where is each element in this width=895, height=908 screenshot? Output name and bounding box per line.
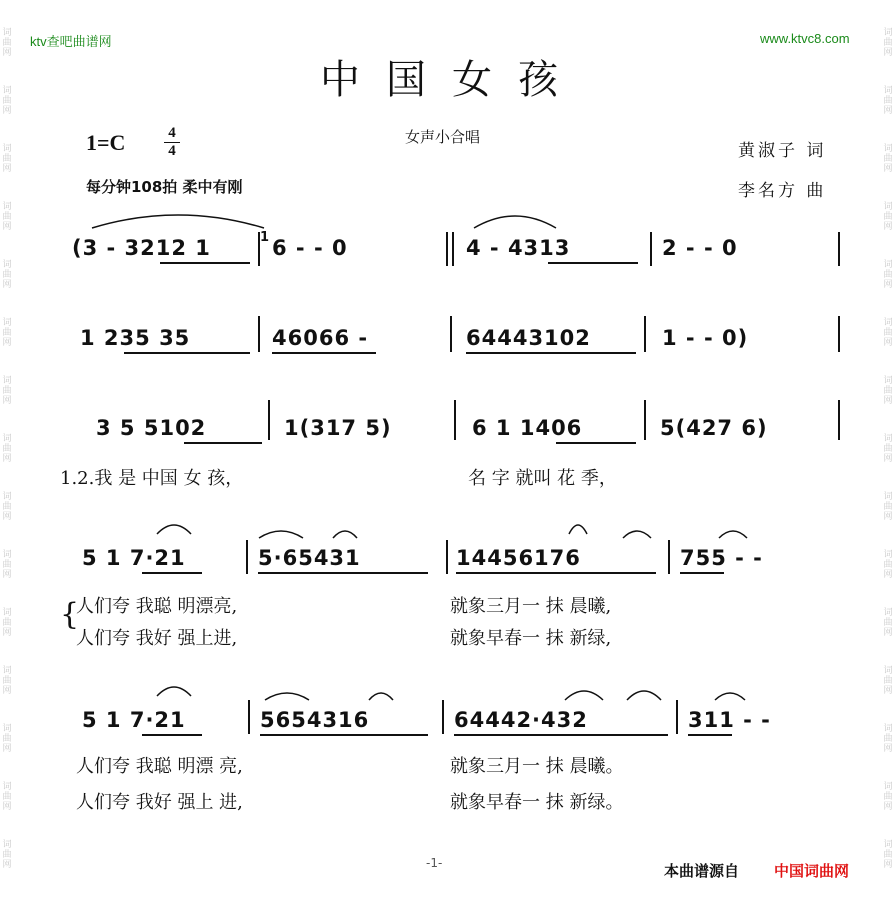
watermark-text: 词曲网 [883,202,893,232]
barline [258,316,260,352]
slur [154,518,194,538]
slur [88,208,268,232]
barline [268,400,270,440]
lyric-line: 就象三月一 抹 晨曦, [450,596,612,617]
lyric-line: 人们夸 我聪 明漂亮, [76,596,238,617]
beam [688,734,732,736]
watermark-text: 词曲网 [883,608,893,638]
watermark-text: 词曲网 [2,724,12,754]
watermark-right [881,0,895,908]
measure: 14456176 [456,546,581,570]
beam [680,572,724,574]
slur [366,686,396,704]
slur [256,524,306,542]
barline [650,232,652,266]
watermark-text: 词曲网 [2,144,12,174]
time-signature [164,126,180,159]
beam [142,572,202,574]
slur [470,208,560,232]
watermark-text: 词曲网 [2,202,12,232]
watermark-text: 词曲网 [2,28,12,58]
beam [184,442,262,444]
watermark-text: 词曲网 [883,492,893,522]
tempo-marking: 每分钟108拍 柔中有刚 [86,178,243,196]
measure: 46066 - [272,326,369,350]
watermark-text: 词曲网 [883,782,893,812]
measure: 5 1 7·21 [82,708,186,732]
watermark-text: 词曲网 [883,86,893,116]
watermark-text: 词曲网 [2,376,12,406]
measure: 1 - - 0) [662,326,749,350]
measure: 5(427 6) [660,416,768,440]
source-label: 本曲谱源自 [664,862,740,880]
measure: 1(317 5) [284,416,392,440]
beam [548,262,638,264]
barline [454,400,456,440]
measure: 6 - - 0 [272,236,348,260]
watermark-text: 词曲网 [883,28,893,58]
barline [838,400,840,440]
measure: 3 5 5102 [96,416,207,440]
barline [838,316,840,352]
watermark-text: 词曲网 [883,724,893,754]
barline [450,316,452,352]
measure: 755 - - [680,546,763,570]
slur [716,524,750,542]
watermark-text: 词曲网 [883,550,893,580]
lyric-line: 就象早春一 抹 新绿, [450,628,612,649]
beam [454,734,668,736]
barline [452,232,454,266]
verse-brace: { [60,597,80,632]
lyric-line: 人们夸 我好 强上 进, [76,792,243,813]
watermark-text: 词曲网 [2,318,12,348]
beam [124,352,250,354]
watermark-text: 词曲网 [883,840,893,870]
beam [260,734,428,736]
slur [620,524,654,542]
measure: 5·65431 [258,546,361,570]
time-bottom: 4 [168,143,176,159]
barline [644,400,646,440]
barline [442,700,444,734]
watermark-text: 词曲网 [2,782,12,812]
lyric-line: 人们夸 我聪 明漂 亮, [76,756,243,777]
measure: (3 - 3212 1 [72,236,211,260]
page-number: -1- [426,856,443,870]
measure: 2 - - 0 [662,236,738,260]
lyricist-credit: 黄淑子 词 [738,141,827,161]
site-link-right[interactable]: www.ktvc8.com [760,31,850,46]
slur [262,686,312,704]
watermark-text: 词曲网 [2,550,12,580]
composer-credit: 李名方 曲 [738,181,827,201]
time-top: 4 [168,125,176,141]
watermark-text: 词曲网 [2,608,12,638]
watermark-text: 词曲网 [2,434,12,464]
ending-mark: 1 [260,230,270,245]
barline [258,232,260,266]
lyric-line: 就象早春一 抹 新绿。 [450,792,624,813]
barline [676,700,678,734]
lyric-line: 人们夸 我好 强上进, [76,628,238,649]
slur [566,518,590,538]
watermark-text: 词曲网 [2,840,12,870]
lyric-line: 1.2.我 是 中国 女 孩， [60,468,244,489]
key-signature: 1=C [86,130,126,155]
measure: 64443102 [466,326,591,350]
watermark-text: 词曲网 [883,260,893,290]
measure: 311 - - [688,708,771,732]
measure: 5 1 7·21 [82,546,186,570]
beam [466,352,636,354]
watermark-text: 词曲网 [883,144,893,174]
slur [330,524,360,542]
measure: 6 1 1406 [472,416,583,440]
slur [562,684,606,704]
beam [160,262,250,264]
watermark-text: 词曲网 [883,376,893,406]
beam [142,734,202,736]
lyric-line: 名 字 就叫 花 季， [468,468,617,489]
barline [644,316,646,352]
watermark-left [0,0,14,908]
source-link[interactable]: 中国词曲网 [774,862,850,880]
barline [446,232,448,266]
watermark-text: 词曲网 [883,434,893,464]
measure: 1 235 35 [80,326,191,350]
song-title: 中国女孩 [320,57,584,103]
measure: 4 - 4313 [466,236,571,260]
measure: 64442·432 [454,708,588,732]
watermark-text: 词曲网 [2,492,12,522]
beam [258,572,428,574]
watermark-text: 词曲网 [883,666,893,696]
measure: 5654316 [260,708,370,732]
barline [248,700,250,734]
beam [456,572,656,574]
beam [272,352,376,354]
slur [154,680,194,700]
lyric-line: 就象三月一 抹 晨曦。 [450,756,624,777]
barline [246,540,248,574]
site-link-left[interactable]: ktv查吧曲谱网 [30,34,112,49]
watermark-text: 词曲网 [883,318,893,348]
slur [712,686,748,704]
barline [838,232,840,266]
barline [446,540,448,574]
barline [668,540,670,574]
performance-note: 女声小合唱 [405,128,481,146]
slur [624,684,664,704]
watermark-text: 词曲网 [2,86,12,116]
watermark-text: 词曲网 [2,260,12,290]
beam [556,442,636,444]
watermark-text: 词曲网 [2,666,12,696]
